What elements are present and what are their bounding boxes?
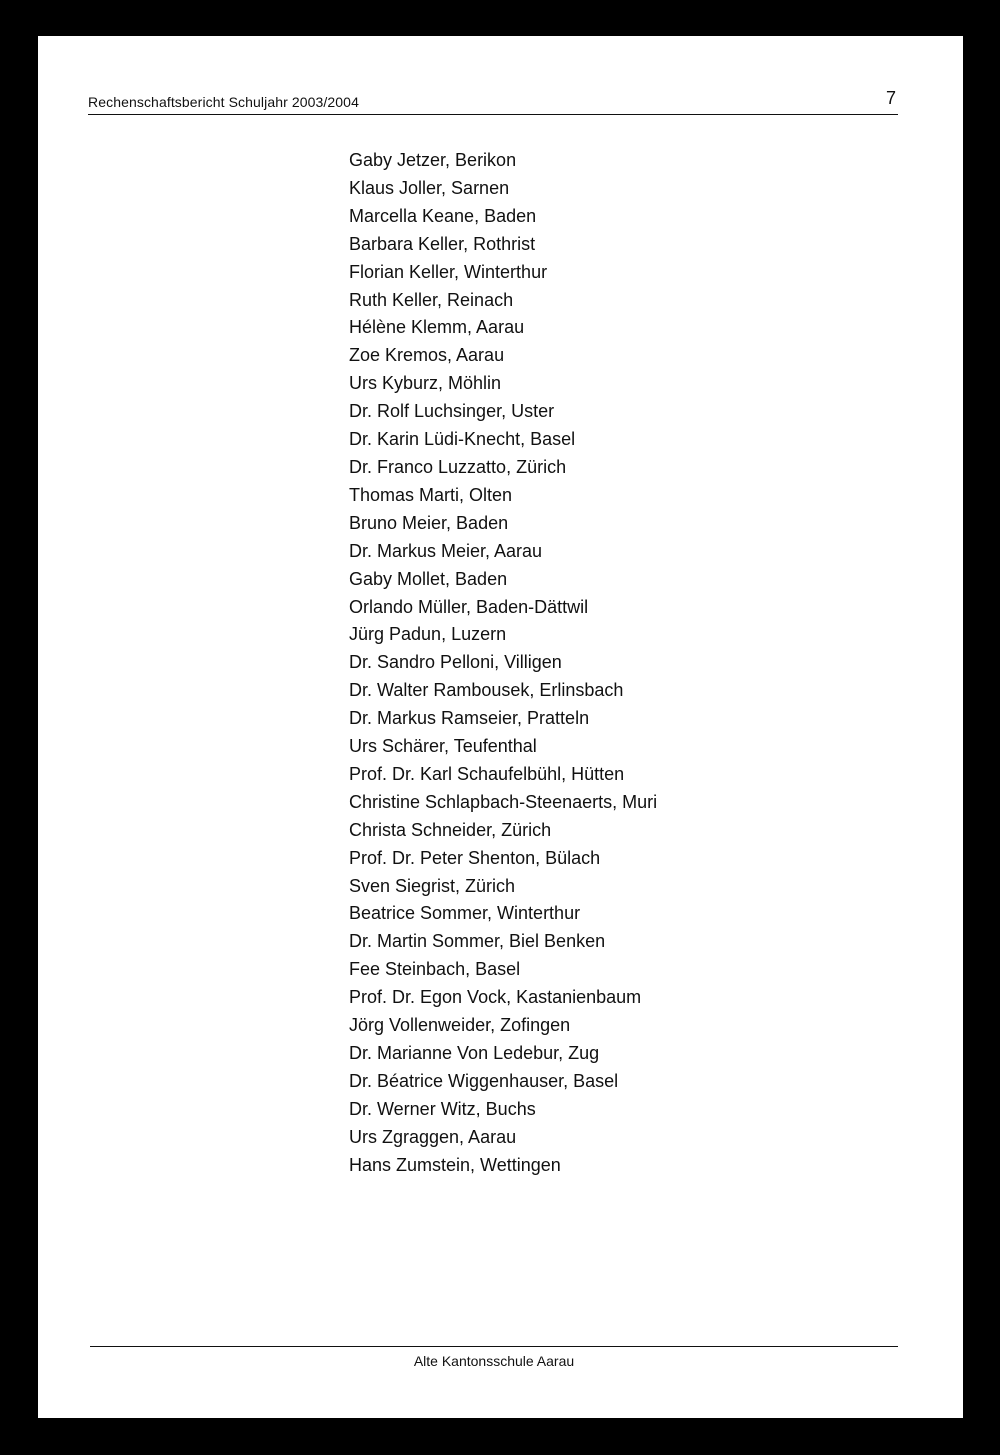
list-item: Urs Schärer, Teufenthal <box>349 736 537 757</box>
list-item: Hélène Klemm, Aarau <box>349 317 525 338</box>
page-footer <box>90 1346 898 1369</box>
list-item: Fee Steinbach, Basel <box>349 959 521 980</box>
list-item: Dr. Martin Sommer, Biel Benken <box>349 931 606 952</box>
list-item: Urs Zgraggen, Aarau <box>349 1126 517 1147</box>
list-item: Beatrice Sommer, Winterthur <box>349 903 581 924</box>
list-item: Thomas Marti, Olten <box>349 484 513 505</box>
list-item: Zoe Kremos, Aarau <box>349 345 505 366</box>
list-item: Prof. Dr. Egon Vock, Kastanienbaum <box>349 987 642 1008</box>
document-page <box>38 36 963 1418</box>
list-item: Dr. Werner Witz, Buchs <box>349 1098 536 1119</box>
list-item: Gaby Jetzer, Berikon <box>349 150 517 170</box>
list-item: Dr. Franco Luzzatto, Zürich <box>349 456 567 477</box>
list-item: Urs Kyburz, Möhlin <box>349 373 502 394</box>
page-header <box>88 90 898 115</box>
page-number: 7 <box>885 88 896 108</box>
list-item: Jürg Padun, Luzern <box>349 624 507 645</box>
list-item: Prof. Dr. Karl Schaufelbühl, Hütten <box>349 763 625 784</box>
list-item: Barbara Keller, Rothrist <box>349 233 536 254</box>
list-item: Christine Schlapbach-Steenaerts, Muri <box>349 791 658 812</box>
list-item: Dr. Markus Meier, Aarau <box>349 540 543 561</box>
list-item: Bruno Meier, Baden <box>349 512 509 533</box>
list-item: Klaus Joller, Sarnen <box>349 177 510 198</box>
header-title: Rechenschaftsbericht Schuljahr 2003/2004 <box>88 94 359 110</box>
list-item: Sven Siegrist, Zürich <box>349 875 516 896</box>
list-item: Dr. Markus Ramseier, Pratteln <box>349 708 590 729</box>
list-item: Hans Zumstein, Wettingen <box>349 1154 561 1175</box>
list-item: Dr. Sandro Pelloni, Villigen <box>349 652 562 673</box>
list-item: Dr. Walter Rambousek, Erlinsbach <box>349 680 624 701</box>
footer-text: Alte Kantonsschule Aarau <box>413 1353 575 1369</box>
list-item: Christa Schneider, Zürich <box>349 819 552 840</box>
list-item: Prof. Dr. Peter Shenton, Bülach <box>349 847 601 868</box>
list-item: Marcella Keane, Baden <box>349 205 537 226</box>
list-item: Dr. Rolf Luchsinger, Uster <box>349 401 555 422</box>
list-item: Dr. Béatrice Wiggenhauser, Basel <box>349 1070 619 1091</box>
list-item: Gaby Mollet, Baden <box>349 568 508 589</box>
list-item: Jörg Vollenweider, Zofingen <box>349 1015 571 1036</box>
names-list <box>349 147 657 1180</box>
list-item: Dr. Marianne Von Ledebur, Zug <box>349 1043 600 1063</box>
list-item: Orlando Müller, Baden-Dättwil <box>349 596 589 617</box>
list-item: Ruth Keller, Reinach <box>349 289 514 310</box>
list-item: Dr. Karin Lüdi-Knecht, Basel <box>349 429 576 450</box>
list-item: Florian Keller, Winterthur <box>349 261 548 282</box>
